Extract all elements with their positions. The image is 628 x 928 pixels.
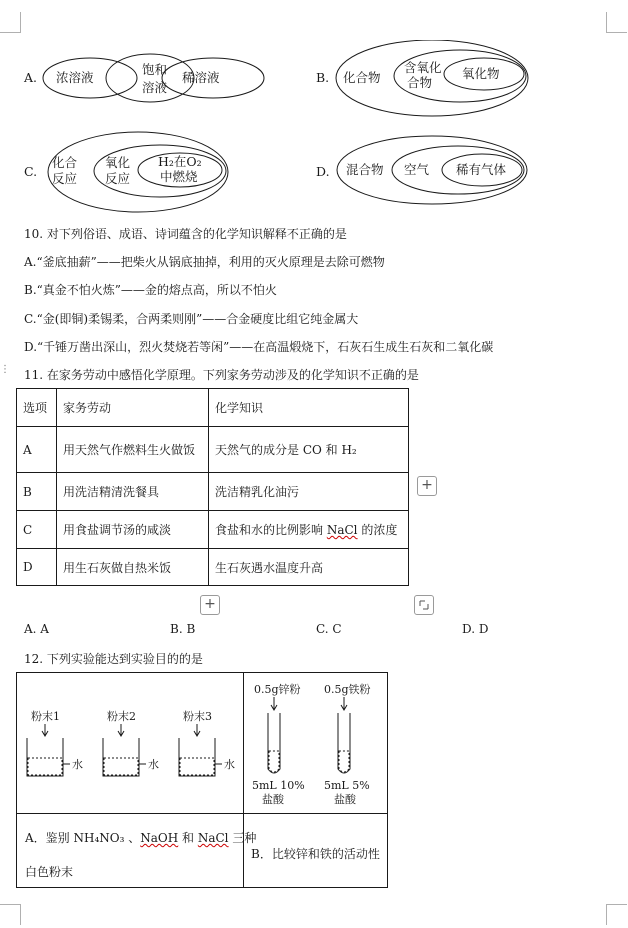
q11-stem: 11. 在家务劳动中感悟化学原理。下列家务劳动涉及的化学知识不正确的是 xyxy=(24,368,419,382)
tube-2-volume: 5mL 5% xyxy=(324,779,370,792)
q10-option-b: B.“真金不怕火炼”——金的熔点高，所以不怕火 xyxy=(24,283,277,297)
beaker-1 xyxy=(27,709,83,776)
label-h2-burn-1: H₂在O₂ xyxy=(158,154,202,169)
powder-3-label: 粉末3 xyxy=(183,710,212,723)
label-concentrated: 浓溶液 xyxy=(56,70,94,85)
option-c-label: C. xyxy=(24,164,38,179)
q10-option-a: A.“釜底抽薪”——把柴火从锅底抽掉，利用的灭火原理是去除可燃物 xyxy=(24,255,385,269)
q9-diagrams xyxy=(0,40,628,220)
label-air: 空气 xyxy=(404,162,430,177)
row-b-option: B xyxy=(17,473,57,511)
label-oxidation-2: 反应 xyxy=(105,171,131,186)
q12-stem: 12. 下列实验能达到实验目的的是 xyxy=(24,652,203,666)
page-corner-top-left xyxy=(0,12,21,33)
row-d-task: 用生石灰做自热米饭 xyxy=(57,549,209,586)
test-tubes-diagram xyxy=(244,673,388,813)
label-oxidation-1: 氧化 xyxy=(105,155,131,170)
label-saturated-1: 饱和 xyxy=(142,62,168,77)
option-a-diagram xyxy=(23,54,264,102)
row-a-task: 用天然气作燃料生火做饭 xyxy=(57,427,209,473)
page-corner-top-right xyxy=(606,12,627,33)
label-oxycompound-1: 含氧化 xyxy=(404,60,442,75)
water-label-2: 水 xyxy=(148,758,159,771)
q11-answer-d: D. D xyxy=(462,622,489,636)
table-row xyxy=(17,427,409,473)
row-b-knowledge: 洗洁精乳化油污 xyxy=(209,473,409,511)
header-knowledge: 化学知识 xyxy=(209,389,409,427)
water-label-1: 水 xyxy=(72,758,83,771)
option-b-label: B. xyxy=(316,70,330,85)
q11-answer-a: A. A xyxy=(24,622,49,636)
powder-2-label: 粉末2 xyxy=(107,710,136,723)
iron-powder-label: 0.5g铁粉 xyxy=(324,683,371,696)
test-tube-zinc xyxy=(252,682,305,806)
q12-option-a: A．鉴别 NH₄NO₃ 、NaOH 和 NaCl 三种 xyxy=(25,831,257,845)
tube-1-volume: 5mL 10% xyxy=(252,779,305,792)
q11-answer-b: B. B xyxy=(170,622,196,636)
label-compound: 化合物 xyxy=(343,70,381,85)
test-tube-iron xyxy=(324,682,371,806)
label-oxide: 氧化物 xyxy=(462,66,500,81)
row-d-knowledge: 生石灰遇水温度升高 xyxy=(209,549,409,586)
beakers-diagram xyxy=(17,673,243,813)
drag-handle-icon[interactable]: ⋮ xyxy=(0,364,10,375)
label-h2-burn-2: 中燃烧 xyxy=(160,169,198,184)
table-row xyxy=(17,473,409,511)
resize-corner-icon xyxy=(418,599,430,611)
beaker-2 xyxy=(103,709,159,776)
page-corner-bottom-left xyxy=(0,904,21,925)
label-mixture: 混合物 xyxy=(346,162,384,177)
q10-option-d: D.“千锤万凿出深山，烈火焚烧若等闲”——在高温煅烧下，石灰石生成生石灰和二氧化碳 xyxy=(24,340,494,354)
row-c-option: C xyxy=(17,511,57,549)
option-c-diagram xyxy=(24,132,228,212)
add-row-button[interactable]: + xyxy=(200,595,220,615)
row-d-option: D xyxy=(17,549,57,586)
q12-option-b: B．比较锌和铁的活动性 xyxy=(251,847,380,861)
header-option: 选项 xyxy=(17,389,57,427)
option-d-label: D. xyxy=(316,164,330,179)
naoh-spellcheck: NaOH xyxy=(140,831,179,845)
option-d-diagram xyxy=(316,136,527,204)
option-a-label: A. xyxy=(24,70,38,85)
water-label-3: 水 xyxy=(224,758,235,771)
q12-option-a-line2: 白色粉末 xyxy=(25,865,74,879)
row-a-option: A xyxy=(17,427,57,473)
label-combination-1: 化合 xyxy=(52,155,78,170)
zinc-powder-label: 0.5g锌粉 xyxy=(254,683,301,696)
label-combination-2: 反应 xyxy=(52,171,78,186)
powder-1-label: 粉末1 xyxy=(31,710,60,723)
add-column-button[interactable]: + xyxy=(417,476,437,496)
nacl-spellcheck: NaCl xyxy=(326,523,358,537)
q10-option-c: C.“金(即铜)柔锡柔，合两柔则刚”——合金硬度比组它纯金属大 xyxy=(24,312,359,326)
q11-answer-c: C. C xyxy=(316,622,342,636)
table-row xyxy=(17,549,409,586)
row-c-task: 用食盐调节汤的咸淡 xyxy=(57,511,209,549)
q11-table xyxy=(16,388,409,586)
row-b-task: 用洗洁精清洗餐具 xyxy=(57,473,209,511)
label-saturated-2: 溶液 xyxy=(142,80,168,95)
table-row xyxy=(17,511,409,549)
label-dilute: 稀溶液 xyxy=(182,70,220,85)
header-task: 家务劳动 xyxy=(57,389,209,427)
table-header-row xyxy=(17,389,409,427)
label-oxycompound-2: 合物 xyxy=(407,75,433,90)
q10-stem: 10. 对下列俗语、成语、诗词蕴含的化学知识解释不正确的是 xyxy=(24,227,347,241)
q12-table xyxy=(16,672,388,888)
row-a-knowledge: 天然气的成分是 CO 和 H₂ xyxy=(209,427,409,473)
resize-table-icon[interactable] xyxy=(414,595,434,615)
row-c-knowledge: 食盐和水的比例影响 NaCl 的浓度 xyxy=(209,511,409,549)
beaker-3 xyxy=(179,709,235,776)
nacl-spellcheck-2: NaCl xyxy=(197,831,229,845)
tube-1-acid: 盐酸 xyxy=(262,793,284,806)
label-noble-gas: 稀有气体 xyxy=(456,162,507,177)
page-corner-bottom-right xyxy=(606,904,627,925)
option-b-diagram xyxy=(316,40,528,116)
tube-2-acid: 盐酸 xyxy=(334,793,356,806)
